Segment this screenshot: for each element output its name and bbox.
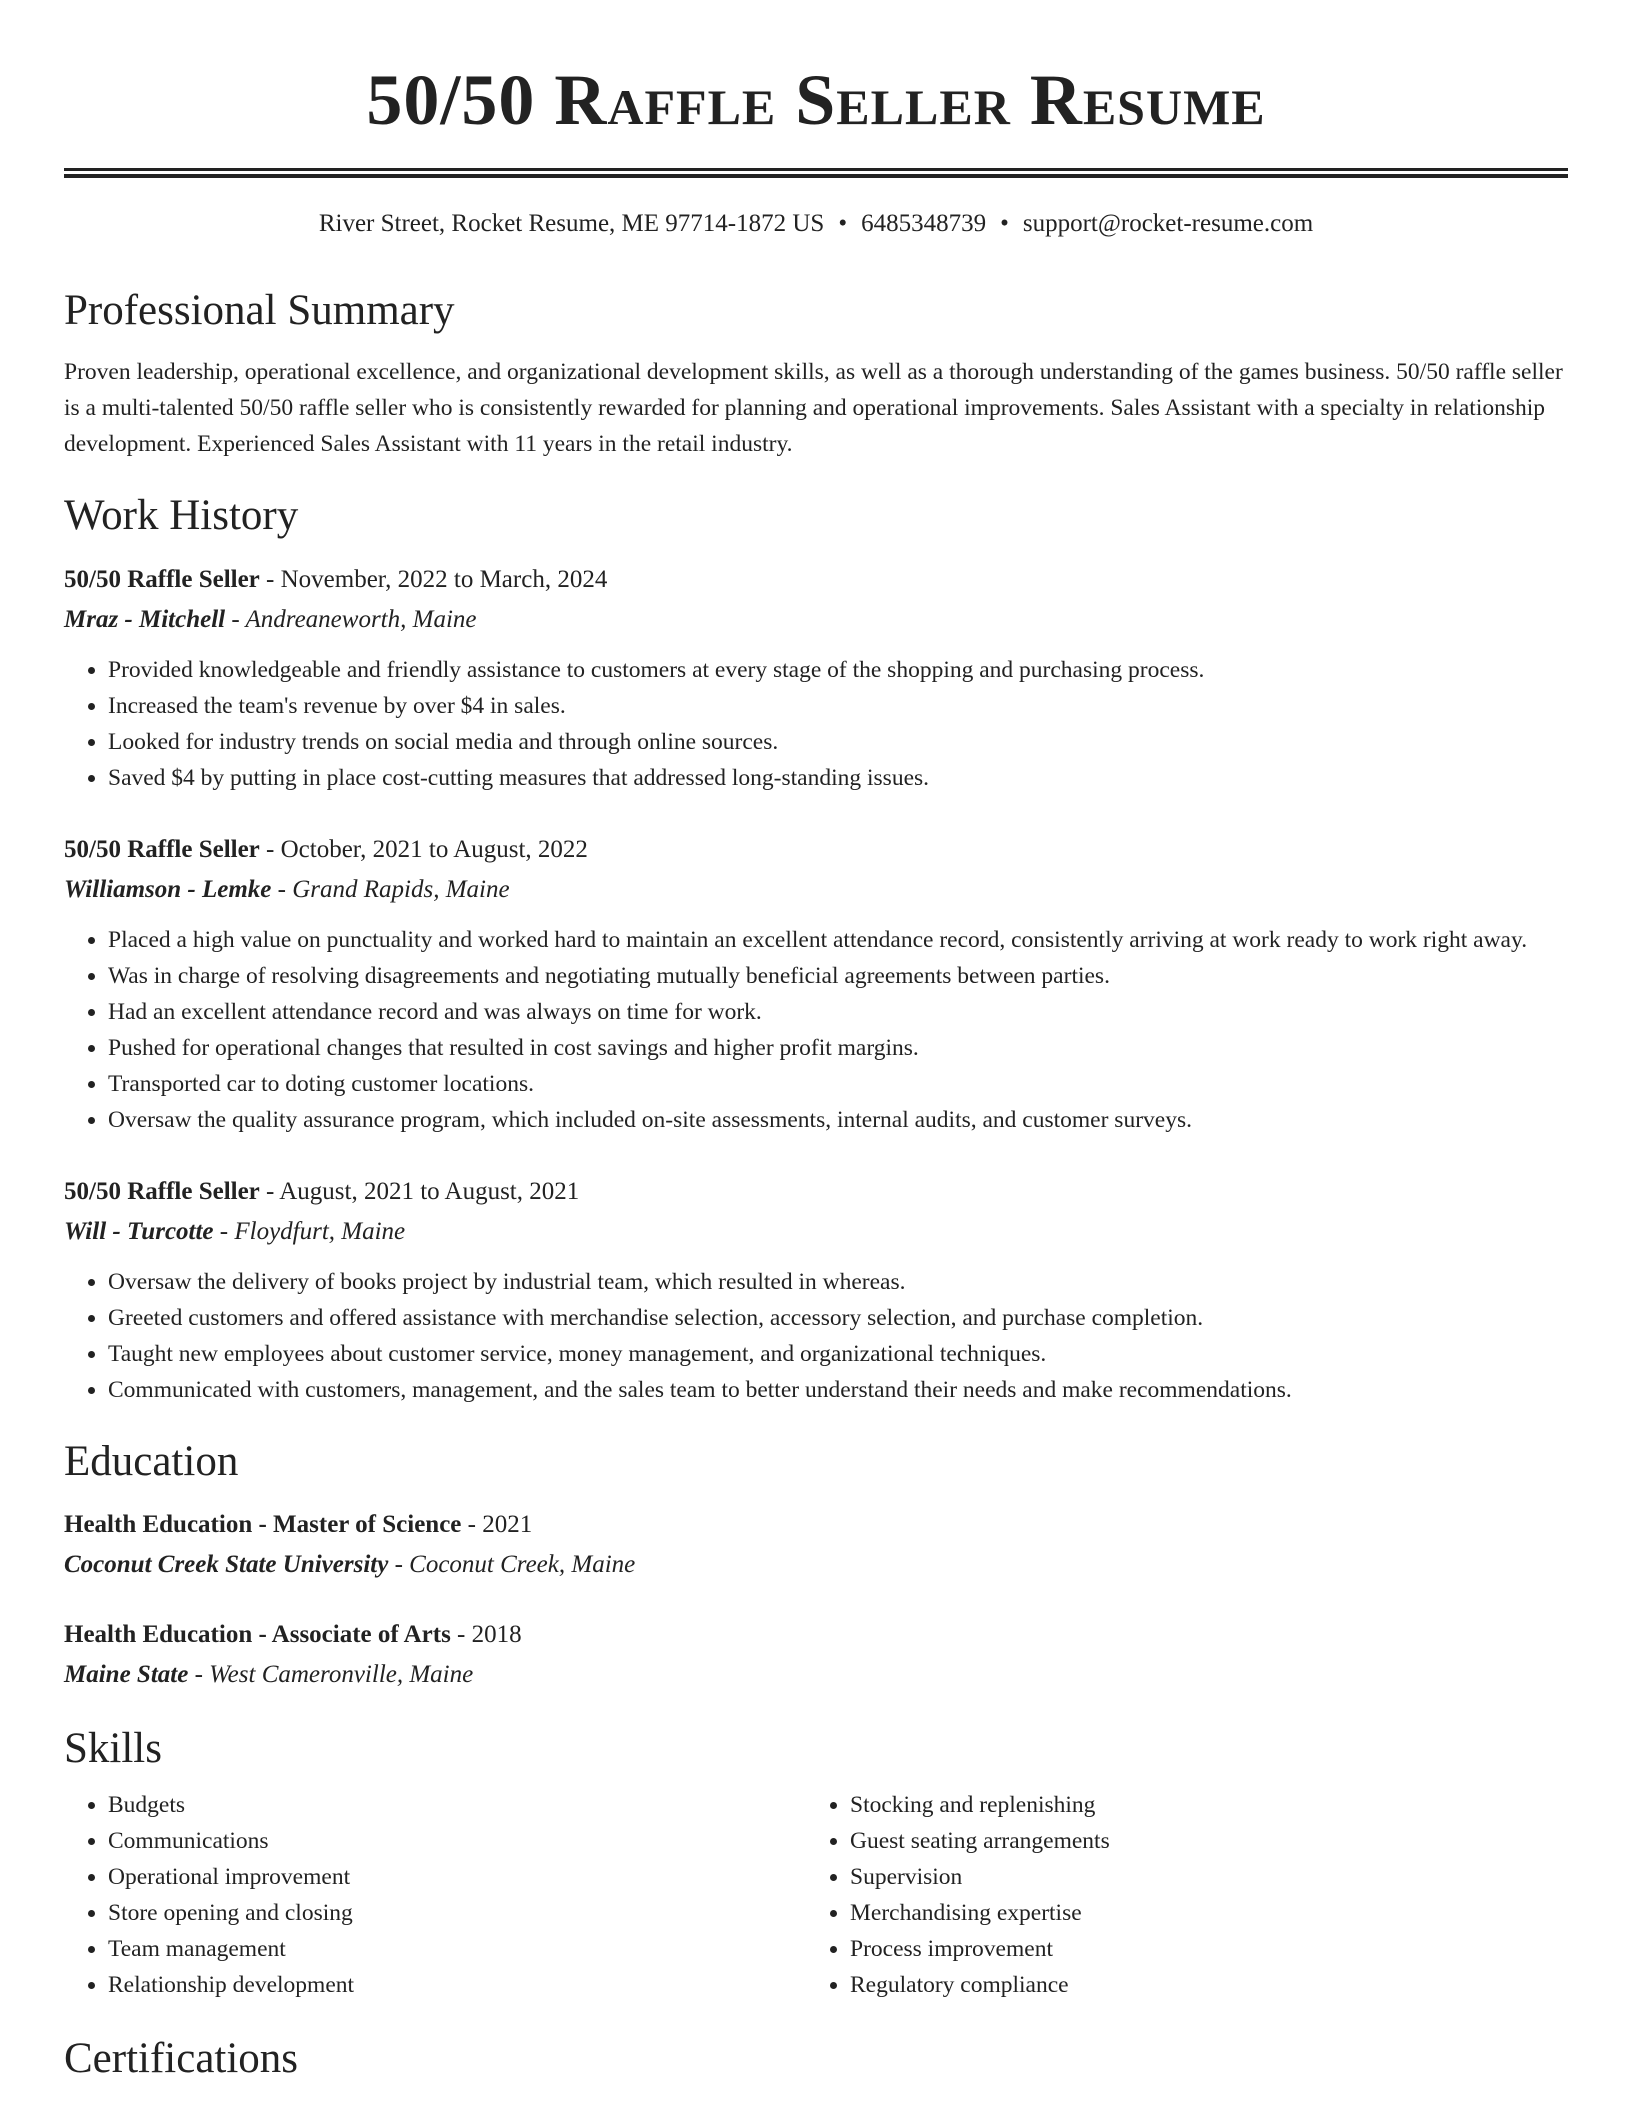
job-dates: - November, 2022 to March, 2024 [259, 565, 608, 593]
job-header [64, 560, 1568, 600]
contact-address: River Street, Rocket Resume, ME 97714-1872 US [318, 210, 825, 237]
contact-email[interactable]: support@rocket-resume.com [1022, 210, 1314, 237]
job-header [64, 1172, 1568, 1212]
job-employer [64, 600, 1568, 640]
education-school: Maine State [64, 1661, 189, 1689]
job-duty: • Had an excellent attendance record and was always on time for work. [108, 994, 1568, 1030]
job-duty: • Oversaw the delivery of books project by industrial team, which resulted in whereas. [108, 1264, 1568, 1300]
skills-heading: Skills [64, 1725, 162, 1773]
education-location: - West Cameronville, Maine [188, 1661, 474, 1689]
skill-item: • Guest seating arrangements [850, 1823, 1548, 1859]
job-duty: • Was in charge of resolving disagreements and negotiating mutually beneficial agreements between parties. [108, 958, 1568, 994]
skill-item: • Supervision [850, 1859, 1548, 1895]
job-dates: - August, 2021 to August, 2021 [259, 1177, 580, 1205]
contact-separator: • [838, 210, 848, 237]
job-duty: • Greeted customers and offered assistance with merchandise selection, accessory selection, and purchase completion. [108, 1300, 1568, 1336]
skill-item: • Communications [108, 1823, 806, 1859]
job-duty: • Saved $4 by putting in place cost-cutting measures that addressed long-standing issues. [108, 760, 1568, 796]
skills-list [64, 1787, 1568, 2003]
skill-item: • Relationship development [108, 1967, 806, 2003]
contact-separator: • [1000, 210, 1009, 237]
skill-item: • Budgets [108, 1787, 806, 1823]
education-header [64, 1505, 1568, 1545]
job-company: Mraz - Mitchell [64, 605, 226, 633]
job-duty: • Provided knowledgeable and friendly assistance to customers at every stage of the shopping and purchasing process. [108, 652, 1568, 688]
job-company: Will - Turcotte [64, 1217, 214, 1245]
contact-line [64, 208, 1568, 241]
job-duty: • Transported car to doting customer locations. [108, 1066, 1568, 1102]
job-entry [64, 1172, 1568, 1408]
education-entry [64, 1505, 1568, 1585]
job-title: 50/50 Raffle Seller [64, 1177, 260, 1205]
skills-column-left [64, 1787, 806, 2003]
job-employer [64, 870, 1568, 910]
job-title: 50/50 Raffle Seller [64, 565, 260, 593]
education-institution [64, 1655, 1568, 1695]
job-duties [64, 922, 1568, 1138]
job-dates: - October, 2021 to August, 2022 [259, 835, 588, 863]
skill-item: • Regulatory compliance [850, 1967, 1548, 2003]
education-degree: Health Education - Associate of Arts [64, 1621, 451, 1649]
job-duties [64, 1264, 1568, 1408]
skill-item: • Operational improvement [108, 1859, 806, 1895]
education-school: Coconut Creek State University [64, 1551, 389, 1579]
summary-heading: Professional Summary [64, 286, 455, 334]
job-duties [64, 652, 1568, 796]
work-history-heading: Work History [64, 492, 299, 540]
job-duty: • Pushed for operational changes that resulted in cost savings and higher profit margins. [108, 1030, 1568, 1066]
education-header [64, 1615, 1568, 1655]
job-location: - Andreaneworth, Maine [225, 605, 477, 633]
education-institution [64, 1545, 1568, 1585]
job-header [64, 830, 1568, 870]
education-location: - Coconut Creek, Maine [388, 1551, 636, 1579]
job-entry [64, 830, 1568, 1138]
job-duty: • Placed a high value on punctuality and worked hard to maintain an excellent attendance record, consistently arriving at work ready to work right away. [108, 922, 1568, 958]
certifications-heading: Certifications [64, 2034, 299, 2082]
job-duty: • Taught new employees about customer service, money management, and organizational techniques. [108, 1336, 1568, 1372]
job-company: Williamson - Lemke [64, 875, 272, 903]
job-title: 50/50 Raffle Seller [64, 835, 260, 863]
job-duty: • Oversaw the quality assurance program, which included on-site assessments, internal audits, and customer surveys. [108, 1102, 1568, 1138]
education-year: - 2021 [461, 1511, 533, 1539]
page-title: 50/50 Raffle Seller Resume [366, 60, 1266, 140]
skill-item: • Process improvement [850, 1931, 1548, 1967]
job-duty: • Communicated with customers, management, and the sales team to better understand their needs and make recommendations. [108, 1372, 1568, 1408]
skills-column-right [806, 1787, 1548, 2003]
job-entry [64, 560, 1568, 796]
job-employer [64, 1212, 1568, 1252]
skill-item: • Store opening and closing [108, 1895, 806, 1931]
title-divider [64, 168, 1568, 178]
skill-item: • Stocking and replenishing [850, 1787, 1548, 1823]
skill-item: • Team management [108, 1931, 806, 1967]
job-duty: • Looked for industry trends on social media and through online sources. [108, 724, 1568, 760]
education-year: - 2018 [450, 1621, 522, 1649]
education-degree: Health Education - Master of Science [64, 1511, 462, 1539]
education-heading: Education [64, 1437, 239, 1485]
job-duty: • Increased the team's revenue by over $4 in sales. [108, 688, 1568, 724]
job-location: - Floydfurt, Maine [213, 1217, 406, 1245]
summary-text: Proven leadership, operational excellence, and organizational development skills, as well as a thorough understanding of the games business. 50/50 raffle seller is a multi-talented 50/50 raffle seller who is consistently rewarded for planning and operational improvements. Sales Assistant with a specialty in relationship development. Experienced Sales Assistant with 11 years in the retail industry. [64, 359, 1563, 458]
contact-phone: 6485348739 [861, 210, 987, 237]
skill-item: • Merchandising expertise [850, 1895, 1548, 1931]
education-entry [64, 1615, 1568, 1695]
job-location: - Grand Rapids, Maine [271, 875, 510, 903]
